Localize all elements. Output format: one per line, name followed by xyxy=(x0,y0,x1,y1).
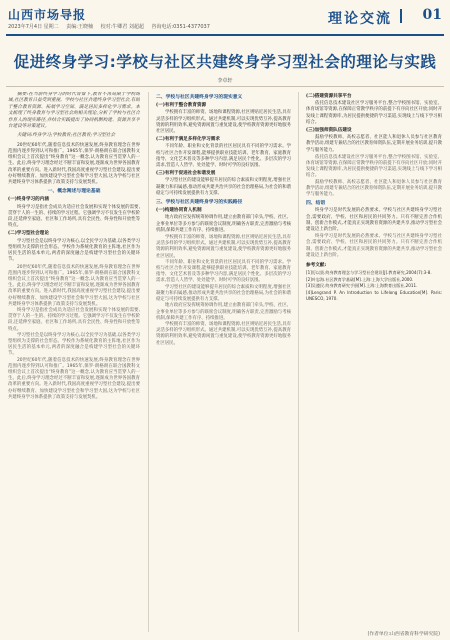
body-paragraph: 学校拥有丰富的师资、场地和课程资源,社区则贴近居民生活,具有灵活多样的学习组织形式。通过共建机制,可以实现优势互补,提高教育资源的利用效率,避免资源闲置与重复建设,使学校教育资源更好地服务社区居民。 xyxy=(156,321,291,346)
body-paragraph: 20世纪60年代,随着信息技术的快速发展,终身教育理念在世界范围内逐步得到认可和推广。1965年,保罗·朗格朗在联合国教科文组织会议上首次提出“终身教育”这一概念,认为教育应当贯穿人的一生。此后,终身学习理念经过不断丰富和发展,逐渐成为世界各国教育改革的重要方向。进入新时代,我国高度重视学习型社会建设,提出要办好继续教育、加快建设学习型社会和学习型大国,这为学校与社区共建终身学习体系提供了政策支持与发展契机。 xyxy=(8,264,140,307)
article-keywords: 关键词:终身学习;学校教育;社区教育;学习型社会 xyxy=(17,133,116,139)
section-heading-2: 二、学校与社区共建终身学习的现实意义 xyxy=(156,95,243,100)
body-paragraph: 终身学习是指社会成员为适应社会发展和实现个体发展的需要,贯穿于人的一生的、持续的学习过程。它强调学习不仅发生在学校阶段,还延伸至家庭、社区和工作场所,具有全民性、终身性和开放性等特点。 xyxy=(8,307,140,332)
subsection-heading-3-2: (二)搭建资源共享平台 xyxy=(306,94,352,99)
column-divider-2 xyxy=(298,92,299,632)
body-paragraph: 依托信息技术建设社区学习服务平台,整合学校图书馆、实验室、体育场馆等资源,在保障正常教学秩序的前提下有序向社区开放;同时开发线上课程资源库,为居民提供便捷的学习渠道,实现线上与线下学习相结合。 xyxy=(306,154,442,179)
reference-item: [4]Lengrand P. An Introduction to Lifelong Education[M]. Paris: UNESCO, 1970. xyxy=(306,290,442,301)
column-divider-1 xyxy=(148,92,149,632)
intro-paragraph: 20世纪60年代,随着信息技术的快速发展,终身教育理念在世界范围内逐步得到认可和推广。1965年,保罗·朗格朗在联合国教科文组织会议上首次提出“终身教育”这一概念,认为教育应当贯穿人的一生。此后,终身学习理念经过不断丰富和发展,逐渐成为世界各国教育改革的重要方向。进入新时代,我国高度重视学习型社会建设,提出要办好继续教育、加快建设学习型社会和学习型大国,这为学校与社区共建终身学习体系提供了政策支持与发展契机。 xyxy=(8,142,140,186)
body-paragraph: 20世纪60年代,随着信息技术的快速发展,终身教育理念在世界范围内逐步得到认可和推广。1965年,保罗·朗格朗在联合国教科文组织会议上首次提出“终身教育”这一概念,认为教育应当贯穿人的一生。此后,终身学习理念经过不断丰富和发展,逐渐成为世界各国教育改革的重要方向。进入新时代,我国高度重视学习型社会建设,提出要办好继续教育、加快建设学习型社会和学习型大国,这为学校与社区共建终身学习体系提供了政策支持与发展契机。 xyxy=(8,357,140,400)
body-paragraph: 地方政府应发挥统筹协调作用,建立由教育部门牵头,学校、社区、企事业单位等多方参与的联席会议制度,明确各方职责,完善激励与考核机制,保障共建工作有序、持续推进。 xyxy=(156,303,291,321)
issue-editor: 责编:王晓楠 xyxy=(66,24,93,30)
article-column-2 xyxy=(156,92,291,632)
issue-date: 2023年7月4日 星期二 xyxy=(8,24,59,30)
body-paragraph: 不同年龄、职业和文化背景的社区居民具有不同的学习需求。学校与社区合作开发课程,能够提供职业技能培训、老年教育、家庭教育指导、文化艺术普及等多种学习内容,满足居民个性化、多层次的学习需求,营造人人皆学、处处能学、时时可学的良好氛围。 xyxy=(156,259,291,284)
body-paragraph: 终身学习是时代发展的必然要求。学校与社区共建终身学习型社会,需要政府、学校、社区和居民的共同努力。只有不断完善合作机制、创新合作模式,才能真正实现教育资源的共建共享,推动学习型社会建设迈上新台阶。 xyxy=(306,234,442,258)
body-paragraph: 学习型社区的建设能够提升居民的综合素质和文明程度,增强社区凝聚力和归属感,推动形成共建共治共享的社会治理格局,为社会的和谐稳定与可持续发展提供有力支撑。 xyxy=(156,284,291,303)
body-paragraph: 学习型社会是以终身学习为核心,以全民学习为基础,以各类学习型组织为支撑的社会形态。学校作为系统化教育的主阵地,社区作为居民生活的基本单元,两者的深度融合是构建学习型社会的关键环节。 xyxy=(8,332,140,357)
reference-item: [1]厉以贤.终身教育理念与学习型社会建设[J].教育研究,2004(7):3-8. xyxy=(306,270,432,276)
issue-meta xyxy=(8,23,216,30)
header-rule xyxy=(6,86,444,87)
subsection-heading-2-1: (一)有利于整合教育资源 xyxy=(156,103,207,109)
masthead xyxy=(6,4,444,36)
section-heading-4: 四、结语 xyxy=(306,201,326,207)
subsection-heading-1-2: (二)学习型社会理论 xyxy=(8,231,49,237)
section-title: 理论交流 xyxy=(328,11,392,27)
article-author: 李卓轩 xyxy=(217,78,233,84)
section-heading-3: 三、学校与社区共建终身学习的实践路径 xyxy=(156,200,243,206)
body-paragraph: 学校拥有丰富的师资、场地和课程资源,社区则贴近居民生活,具有灵活多样的学习组织形式。通过共建机制,可以实现优势互补,提高教育资源的利用效率,避免资源闲置与重复建设,使学校教育资源更好地服务社区居民。 xyxy=(156,235,291,259)
issue-phone: 咨询电话:0351-4377037 xyxy=(151,24,210,30)
subsection-heading-2-2: (二)有利于满足多样化学习需求 xyxy=(156,137,220,143)
subsection-heading-3-1: (一)构建协同育人机制 xyxy=(156,208,202,214)
body-paragraph: 不同年龄、职业和文化背景的社区居民具有不同的学习需求。学校与社区合作开发课程,能够提供职业技能培训、老年教育、家庭教育指导、文化艺术普及等多种学习内容,满足居民个性化、多层次的学习需求,营造人人皆学、处处能学、时时可学的良好氛围。 xyxy=(156,144,291,169)
paper-name: 山西市场导报 xyxy=(8,8,87,22)
subsection-heading-2-3: (三)有利于促进社会和谐发展 xyxy=(156,171,216,177)
article-headline: 促进终身学习:学校与社区共建终身学习型社会的理论与实践 xyxy=(13,53,437,71)
reference-item: [3]吴遵民.终身教育研究手册[M].上海:上海教育出版社,2011. xyxy=(306,283,418,289)
body-paragraph: 终身学习是时代发展的必然要求。学校与社区共建终身学习型社会,需要政府、学校、社区和居民的共同努力。只有不断完善合作机制、创新合作模式,才能真正实现教育资源的共建共享,推动学习型社会建设迈上新台阶。 xyxy=(306,208,442,233)
article-column-1 xyxy=(8,92,140,632)
references-heading: 参考文献: xyxy=(306,263,327,269)
page-number: 01 xyxy=(422,7,442,23)
issue-proofreader: 校对:牛卿君 刘超超 xyxy=(100,24,144,30)
article-abstract: 摘要:在当前终身学习的时代背景下,教育不再局限于学校场域,社区教育日益受到重视。学校与社区共建终身学习型社会,有助于整合教育资源、拓展学习空间、满足居民多样化学习需求。本文梳理了终身教育与学习型社会的相关理论,分析了学校与社区合作育人的现实路径,并结合实践提出了协同机制构建、资源共享平台建设等对策建议。 xyxy=(8,92,140,130)
section-heading-1: 一、概念阐述与理论基础 xyxy=(47,189,101,195)
section-divider xyxy=(400,9,402,23)
body-paragraph: 学习型社区的建设能够提升居民的综合素质和文明程度,增强社区凝聚力和归属感,推动形成共建共治共享的社会治理格局,为社会的和谐稳定与可持续发展提供有力支撑。 xyxy=(156,178,291,196)
subsection-heading-1-1: (一)终身学习的内涵 xyxy=(8,197,49,203)
body-paragraph: 学习型社会是以终身学习为核心,以全民学习为基础,以各类学习型组织为支撑的社会形态。学校作为系统化教育的主阵地,社区作为居民生活的基本单元,两者的深度融合是构建学习型社会的关键环节。 xyxy=(8,238,140,263)
body-paragraph: 学校拥有丰富的师资、场地和课程资源,社区则贴近居民生活,具有灵活多样的学习组织形式。通过共建机制,可以实现优势互补,提高教育资源的利用效率,避免资源闲置与重复建设,使学校教育资源更好地服务社区居民。 xyxy=(156,110,291,135)
body-paragraph: 终身学习是指社会成员为适应社会发展和实现个体发展的需要,贯穿于人的一生的、持续的学习过程。它强调学习不仅发生在学校阶段,还延伸至家庭、社区和工作场所,具有全民性、终身性和开放性等特点。 xyxy=(8,204,140,229)
body-paragraph: 鼓励学校教师、高校志愿者、社区能人和退休人员参与社区教育教学活动,组建专兼结合的社区教育师资队伍,定期开展业务培训,提升教学与服务能力。 xyxy=(306,135,442,153)
body-paragraph: 鼓励学校教师、高校志愿者、社区能人和退休人员参与社区教育教学活动,组建专兼结合的社区教育师资队伍,定期开展业务培训,提升教学与服务能力。 xyxy=(306,179,442,198)
author-affiliation: (作者单位:山西省教育科学研究院) xyxy=(367,632,440,637)
body-paragraph: 地方政府应发挥统筹协调作用,建立由教育部门牵头,学校、社区、企事业单位等多方参与的联席会议制度,明确各方职责,完善激励与考核机制,保障共建工作有序、持续推进。 xyxy=(156,215,291,233)
body-paragraph: 依托信息技术建设社区学习服务平台,整合学校图书馆、实验室、体育场馆等资源,在保障正常教学秩序的前提下有序向社区开放;同时开发线上课程资源库,为居民提供便捷的学习渠道,实现线上与线下学习相结合。 xyxy=(306,101,442,125)
subsection-heading-3-3: (三)加强师资队伍建设 xyxy=(306,128,352,134)
article-column-3 xyxy=(306,92,442,632)
reference-item: [2]叶忠海.社区教育学基础[M].上海:上海大学出版社,2000. xyxy=(306,276,414,282)
